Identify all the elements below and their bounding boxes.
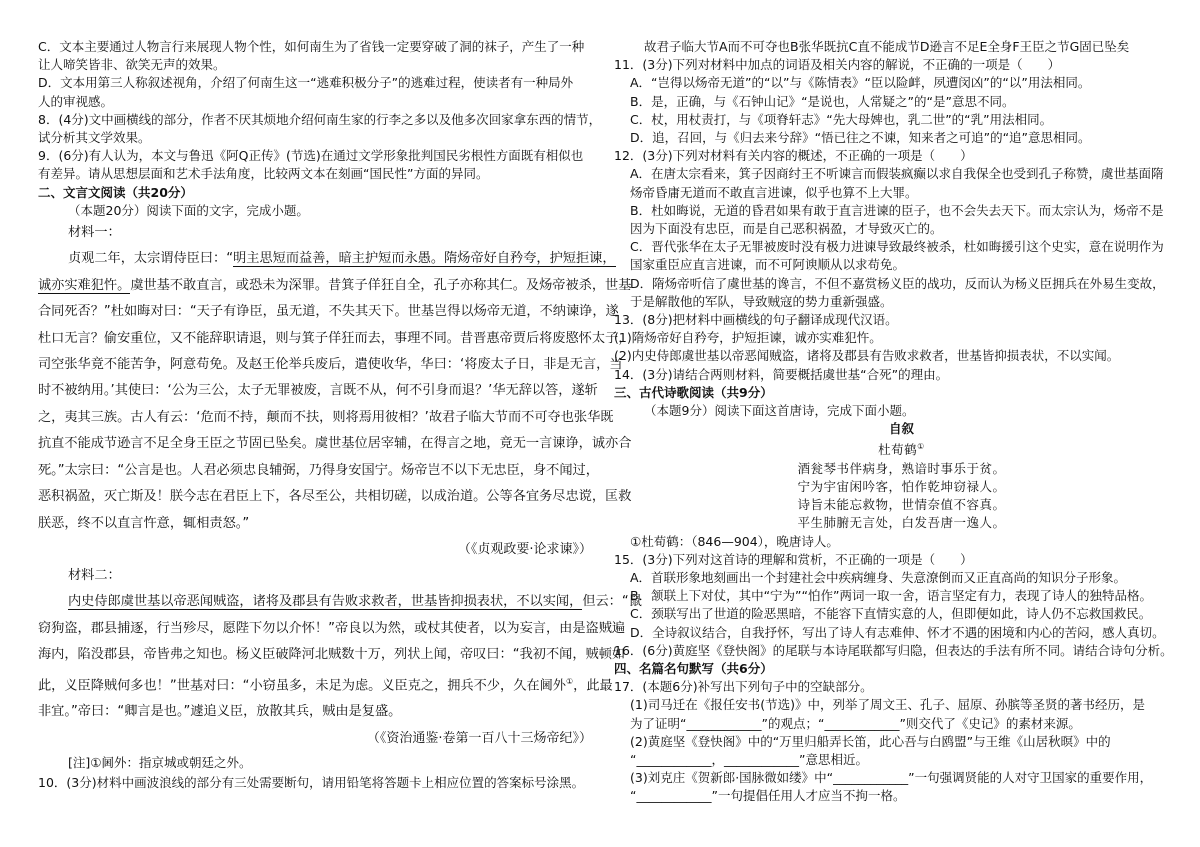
q11-option-c: C．杖，用杖责打，与《项脊轩志》“先大母婢也，乳二世”的“乳”用法相同。 <box>630 111 1053 127</box>
poem-line: 宁为宇宙闲吟客，怕作乾坤窃禄人。 <box>797 479 1006 495</box>
answer-blank[interactable]: ____________ <box>833 770 909 786</box>
answer-blank[interactable]: ____________ <box>824 715 900 731</box>
q12-option-b-line2: 因为下面没有忠臣，而是自己恶积祸盈，才导致灭亡的。 <box>630 221 943 237</box>
q15-option-c: C．颈联写出了世道的险恶黑暗，不能容下直情实意的人，但即便如此，诗人仍不忘救国救民。 <box>630 606 1152 622</box>
material-1-line: 朕恶，终不以直言忤意，辄相责怒。” <box>38 515 250 531</box>
q13-item-2: (2)内史侍郎虞世基以帝恶闻贼盗，诸将及郡县有告败求救者，世基皆抑损表状，不以实闻。 <box>614 348 1120 364</box>
footnote: [注]①阃外：指京城或朝廷之外。 <box>68 754 252 770</box>
q12-option-d-line1: D．隋炀帝听信了虞世基的谗言，不但不嘉赏杨义臣的战功，反而认为杨义臣拥兵在外易生变故， <box>630 275 1165 291</box>
q15-option-a: A．首联形象地刻画出一个封建社会中疾病缠身、失意潦倒而又正直高尚的知识分子形象。 <box>630 570 1127 586</box>
material-2-line: 海内，陷没郡县，帝皆弗之知也。杨义臣破降河北贼数十万，列状上闻，帝叹曰：“我初不闻，贼顿如 <box>38 647 626 663</box>
q16: 16．(6分)黄庭坚《登快阁》的尾联与本诗尾联都写归隐，但表达的手法有所不同。请结合诗句分析。 <box>614 642 1173 658</box>
poem-line: 酒瓮琴书伴病身，熟谙时事乐于贫。 <box>797 460 1006 476</box>
material-1-label: 材料一： <box>68 225 121 241</box>
q9-line2: 有差异。请从思想层面和艺术手法角度，比较两文本在刻画“国民性”方面的异同。 <box>38 166 489 182</box>
q12-option-c-line2: 国家重臣应直言进谏，而不可阿谀顺从以求苟免。 <box>630 257 906 273</box>
q8-line2: 试分析其文学效果。 <box>38 130 151 146</box>
q15: 15．(3分)下列对这首诗的理解和赏析，不正确的一项是（ ） <box>614 551 973 567</box>
q17-item-2-line1: (2)黄庭坚《登快阁》中的“万里归船弄长笛，此心吾与白鸥盟”与王维《山居秋暝》中的 <box>630 733 1111 749</box>
answer-blank[interactable]: ____________ <box>636 788 712 804</box>
q11-option-b: B．是，正确，与《石钟山记》“是说也，人常疑之”的“是”意思不同。 <box>630 93 1015 109</box>
material-1-line: 合同死否？”杜如晦对曰：“天子有诤臣，虽无道，不失其天下。世基岂得以炀帝无道，不纳谏诤，遂 <box>38 304 619 320</box>
underlined-sentence-1: 明主思短而益善，暗主护短而永愚。隋炀帝好自矜夸，护短拒谏， <box>233 251 616 267</box>
q12-option-b-line1: B．杜如晦说，无道的昏君如果有敢于直言进谏的臣子，也不会失去天下。而太宗认为，炀帝不是 <box>630 202 1164 218</box>
footnote-marker: ① <box>565 676 574 686</box>
material-1-line: 死。”太宗曰：“公言是也。人君必须忠良辅弼，乃得身安国宁。炀帝岂不以下无忠臣，身不闻过， <box>38 462 599 478</box>
q13: 13．(8分)把材料中画横线的句子翻译成现代汉语。 <box>614 312 898 328</box>
q12-option-a-line2: 炀帝昏庸无道而不敢直言进谏，似乎也算不上大罪。 <box>630 184 918 200</box>
section-2-heading: 二、文言文阅读（共20分） <box>38 184 193 200</box>
q12-option-c-line1: C．晋代张华在太子无罪被废时没有极力进谏导致最终被杀，杜如晦援引这个史实，意在说明作为 <box>630 239 1164 255</box>
q17-item-3-line2: “____________”一句提倡任用人才应当不拘一格。 <box>630 788 906 804</box>
answer-blank[interactable]: ____________ <box>636 752 712 768</box>
material-1-source: （《贞观政要·论求谏》） <box>457 541 592 557</box>
section-2-intro: （本题20分）阅读下面的文字，完成小题。 <box>68 202 309 218</box>
material-1-line: 贞观二年，太宗谓侍臣曰：“明主思短而益善，暗主护短而永愚。隋炀帝好自矜夸，护短拒谏， <box>68 251 616 267</box>
q10: 10．(3分)材料中画波浪线的部分有三处需要断句，请用铅笔将答题卡上相应位置的答案标号涂黑。 <box>38 774 585 790</box>
q14: 14．(3分)请结合两则材料，简要概括虞世基“合死”的理由。 <box>614 366 949 382</box>
poem-note: ①杜荀鹤：（846—904），晚唐诗人。 <box>630 533 839 549</box>
poem-line: 平生肺腑无言处，白发吾唐一逸人。 <box>797 515 1006 531</box>
q7-option-c-line2: 让人啼笑皆非、欲笑无声的效果。 <box>38 57 226 73</box>
q12-option-d-line2: 于是解散他的军队，导致贼寇的势力重新强盛。 <box>630 293 893 309</box>
material-1-line: 抗直不能成节逊言不足全身王臣之节固已坠矣。虞世基位居宰辅，在得言之地，竟无一言谏诤，诚亦合 <box>38 436 632 452</box>
material-1-line: 之，夷其三族。古人有云：‘危而不持，颠而不扶，则将焉用彼相？’故君子临大节而不可夺也张华既 <box>38 409 614 425</box>
q9-line1: 9．(6分)有人认为，本文与鲁迅《阿Q正传》(节选)在通过文学形象批判国民劣根性方面既有相似也 <box>38 148 584 164</box>
q8-line1: 8．(4分)文中画横线的部分，作者不厌其烦地介绍何南生家的行李之多以及他多次回家拿东西的情节， <box>38 111 602 127</box>
material-2-source: （《资治通鉴·卷第一百八十三炀帝纪》） <box>366 730 592 746</box>
q7-option-d-line1: D．文本用第三人称叙述视角，介绍了何南生这一“逃难积极分子”的逃难过程，使读者有一种局外 <box>38 75 574 91</box>
left-column <box>38 38 642 792</box>
q17-item-3-line1: (3)刘克庄《贺新郎·国脉微如缕》中“____________”一句强调贤能的人对守卫国家的重要作用， <box>630 770 1153 786</box>
answer-blank[interactable]: ____________ <box>686 715 762 731</box>
q12-option-a-line1: A．在唐太宗看来，箕子因商纣王不听谏言而假装疯癫以求自我保全也受到孔子称赞，虞世基面隋 <box>630 166 1164 182</box>
q17-item-1-line1: (1)司马迁在《报任安书(节选)》中，列举了周文王、孔子、屈原、孙膑等圣贤的著书经历，是 <box>630 697 1145 713</box>
q13-item-1: (1)隋炀帝好自矜夸，护短拒谏，诚亦实难犯忤。 <box>614 330 882 346</box>
q7-option-c-line1: C．文本主要通过人物言行来展现人物个性，如何南生为了省钱一定要穿破了洞的袜子，产生了一种 <box>38 39 585 54</box>
material-1-line: 司空张华竟不能苦争，阿意苟免。及赵王伦举兵废后，遣使收华，华曰：‘将废太子日，非是无言，当 <box>38 357 623 373</box>
q10-options: 故君子临大节A而不可夺也B张华既抗C直不能成节D逊言不足E全身F王臣之节G固已坠矣 <box>644 39 1130 54</box>
underlined-sentence-1-end: 诚亦实难犯忤。 <box>38 277 131 293</box>
q7-option-d-line2: 人的审视感。 <box>38 93 114 109</box>
q15-option-b: B．颔联上下对仗，其中“宁为”“怕作”两词一取一舍，语言坚定有力，表现了诗人的独特品格。 <box>630 588 1152 604</box>
poem-line: 诗旨未能忘救物，世情奈值不容真。 <box>797 497 1006 513</box>
q11: 11．(3分)下列对材料中加点的词语及相关内容的解说，不正确的一项是（ ） <box>614 57 1061 73</box>
q11-option-a: A．“岂得以炀帝无道”的“以”与《陈情表》“臣以险衅，夙遭闵凶”的“以”用法相同。 <box>630 75 1091 91</box>
answer-blank[interactable]: ____________ <box>724 752 799 768</box>
q17-item-1-line2: 为了证明“____________”的观点；“____________”则交代了《史记》的素材来源。 <box>630 715 1081 731</box>
right-column <box>614 38 1189 806</box>
material-1-line: 恶积祸盈，灭亡斯及！朕今志在君臣上下，各尽至公，共相切磋，以成治道。公等各宜务尽忠谠，匡救 <box>38 489 632 505</box>
q12: 12．(3分)下列对材料有关内容的概述，不正确的一项是（ ） <box>614 148 973 164</box>
q17: 17．(本题6分)补写出下列句子中的空缺部分。 <box>614 679 873 695</box>
section-3-heading: 三、古代诗歌阅读（共9分） <box>614 384 773 400</box>
q11-option-d: D．追，召回，与《归去来兮辞》“悟已往之不谏，知来者之可追”的“追”意思相同。 <box>630 130 1091 146</box>
poem-title: 自叙 <box>888 421 914 437</box>
material-1-line: 杜口无言？偷安重位，又不能辞职请退，则与箕子佯狂而去，事理不同。昔晋惠帝贾后将废愍怀太子， <box>38 330 632 346</box>
material-2-line: 内史侍郎虞世基以帝恶闻贼盗，诸将及郡县有告败求救者，世基皆抑损表状，不以实闻，但云：“鼠 <box>68 594 642 610</box>
poem-author: 杜荀鹤① <box>878 442 925 458</box>
section-3-intro: （本题9分）阅读下面这首唐诗，完成下面小题。 <box>644 403 915 419</box>
material-2-line: 此，义臣降贼何多也！”世基对曰：“小窃虽多，未足为虑。义臣克之，拥兵不少，久在阃外①，此最 <box>38 676 613 693</box>
material-1-line: 诚亦实难犯忤。虞世基不敢直言，或恐未为深罪。昔箕子佯狂自全，孔子亦称其仁。及炀帝被杀，世基 <box>38 277 632 293</box>
material-2-line: 非宜。”帝曰：“卿言是也。”遽追义臣，放散其兵，贼由是复盛。 <box>38 704 402 720</box>
underlined-sentence-2: 内史侍郎虞世基以帝恶闻贼盗，诸将及郡县有告败求救者，世基皆抑损表状，不以实闻， <box>68 594 583 610</box>
material-2-line: 窃狗盗，郡县捕逐，行当殄尽，愿陛下勿以介怀！”帝良以为然，或杖其使者，以为妄言，由是盗贼遍 <box>38 620 626 636</box>
q17-item-2-line2: “____________，____________”意思相近。 <box>630 752 868 768</box>
material-1-line: 时不被纳用。’其使曰：‘公为三公，太子无罪被废，言既不从，何不引身而退？’华无辞以答，遂斩 <box>38 383 598 399</box>
q15-option-d: D．全诗叙议结合，自我抒怀，写出了诗人有志难伸、怀才不遇的困境和内心的苦闷，感人真切。 <box>630 624 1165 640</box>
section-4-heading: 四、名篇名句默写（共6分） <box>614 661 773 677</box>
material-2-label: 材料二： <box>68 567 121 583</box>
